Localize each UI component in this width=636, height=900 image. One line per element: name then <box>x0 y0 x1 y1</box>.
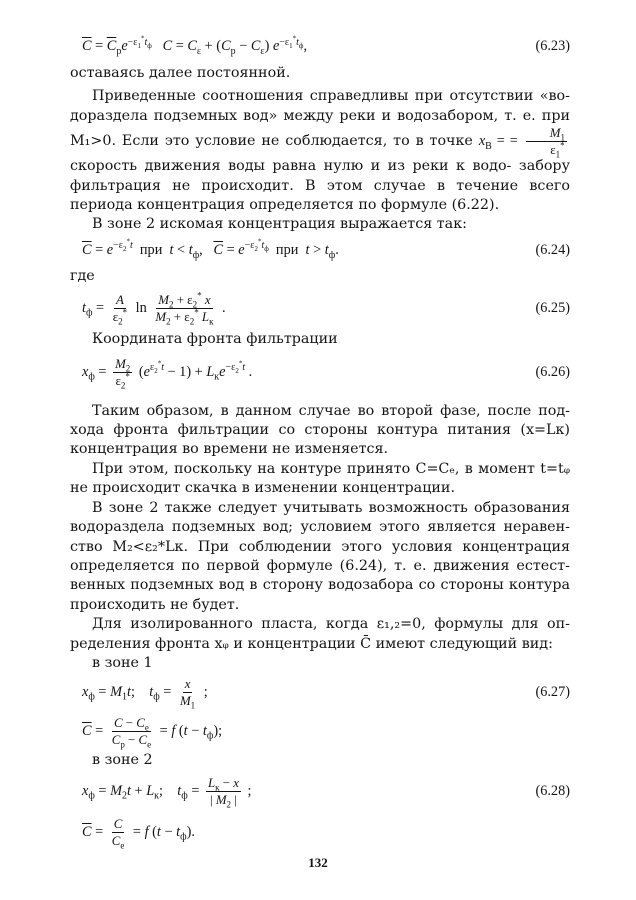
equation-6-28-concentration <box>70 813 570 853</box>
equation-6-28-concentration-expression: $\overline{C}$ = $\frac{C}{C_е}$ = f $(t - t_ф)$. <box>82 817 195 851</box>
equation-6-27 <box>70 673 570 711</box>
equation-6-23-expression: $\overline{C} = \overline{C}_рe^{-\varepsilon_1^*t_ф}$ $C = C_\varepsilon + (C_р - C_\varepsilon)$ $e^{-\varepsilon_1^*t_ф}$, <box>82 34 308 58</box>
paragraph: Для изолированного пласта, когда ε₁,₂=0, формулы для оп-ределения фронта xᵩ и концентрации C̄ имеют следующий вид: <box>70 616 570 652</box>
equation-6-24 <box>70 235 570 267</box>
paragraph: где <box>70 267 95 284</box>
paragraph: Таким образом, в данном случае во второй фазе, после под-хода фронта фильтрации со стороны контура питания (x=Lк) концентрация во времени не изменяется. <box>70 402 570 458</box>
paragraph: При этом, поскольку на контуре принято C=Cₑ, в момент t=tᵩ не происходит скачка в изменении концентрации. <box>70 460 570 497</box>
equation-number: (6.28) <box>535 783 570 800</box>
equation-6-27-expression: $x_ф = M_1t$; $t_ф$ = $\frac{x}{M_1}$ ; <box>82 676 208 711</box>
equation-number: (6.27) <box>535 683 570 700</box>
equation-number: (6.23) <box>535 38 570 55</box>
paragraph-text: забору фильтрация не происходит. В этом случае в течение всего периода концентрация определяется по формуле (6.22). <box>70 158 570 214</box>
equation-6-25-expression: $t_ф$ = $\frac{A}{\varepsilon_2^*}$ ln $\frac{M_2 + \varepsilon_2^* x}{M_2 + \varepsilon_2^* L_к}$ . <box>82 290 226 327</box>
paragraph: В зоне 2 также следует учитывать возможность образования водораздела подземных вод; условием этого является неравен-ство M₂<ε₂*Lк. При соблюдении этого условия концентрация определяется по первой формуле (6.24), т. е. движения естест-венных подземных вод в сторону водозабора со стороны контура происходить не будет. <box>70 499 570 613</box>
zone-label: в зоне 2 <box>92 752 153 769</box>
equation-6-25 <box>70 286 570 330</box>
equation-6-26-expression: $x_ф$ = $\frac{M_2}{\varepsilon_2^*}$ $(e^{\varepsilon_2^*t} - 1) + L_кe^{-\varepsilon_2^*t}$ . <box>82 357 253 391</box>
paragraph-text: скорость движения воды равна нулю и из реки к водо- <box>70 158 512 175</box>
zone-label: в зоне 1 <box>92 654 153 671</box>
equation-6-27-concentration-expression: $\overline{C}$ = $\frac{C - C_е}{C_р - C_е}$ = f $(t - t_ф)$; <box>82 715 223 750</box>
paragraph: В зоне 2 искомая концентрация выражается так: <box>92 216 467 233</box>
equation-6-28 <box>70 771 570 813</box>
paragraph: оставаясь далее постоянной. <box>70 65 291 81</box>
paragraph-text: M₁>0. Если это условие не соблюдается, то в точке <box>70 133 473 149</box>
page-body <box>70 30 570 853</box>
page-number: 132 <box>308 855 328 870</box>
inline-formula: $x_В$ = = $\frac{M_1}{\varepsilon_1^*}$ <box>478 126 565 160</box>
equation-number: (6.26) <box>535 363 570 380</box>
equation-number: (6.25) <box>535 299 570 316</box>
equation-6-28-expression: $x_ф = M_2t + L_к$; $t_ф$ = $\frac{L_к - x}{| M_2 |}$ ; <box>82 776 252 810</box>
equation-6-26 <box>70 350 570 396</box>
paragraph <box>70 87 570 215</box>
equation-number: (6.24) <box>535 242 570 259</box>
equation-6-24-expression: $\overline{C} = e^{-\varepsilon_2^*t}$ при $t < t_ф$, $\overline{C} = e^{-\varepsilon_2^*t_ф}$ при $t > t_ф$. <box>82 238 339 261</box>
equation-6-27-concentration <box>70 711 570 751</box>
equation-6-23 <box>70 30 570 64</box>
paragraph: Координата фронта фильтрации <box>92 331 338 348</box>
paragraph-text: Приведенные соотношения справедливы при отсутствии «во-дораздела подземных вод» между реки и водозабором, т. е. при <box>70 88 570 124</box>
